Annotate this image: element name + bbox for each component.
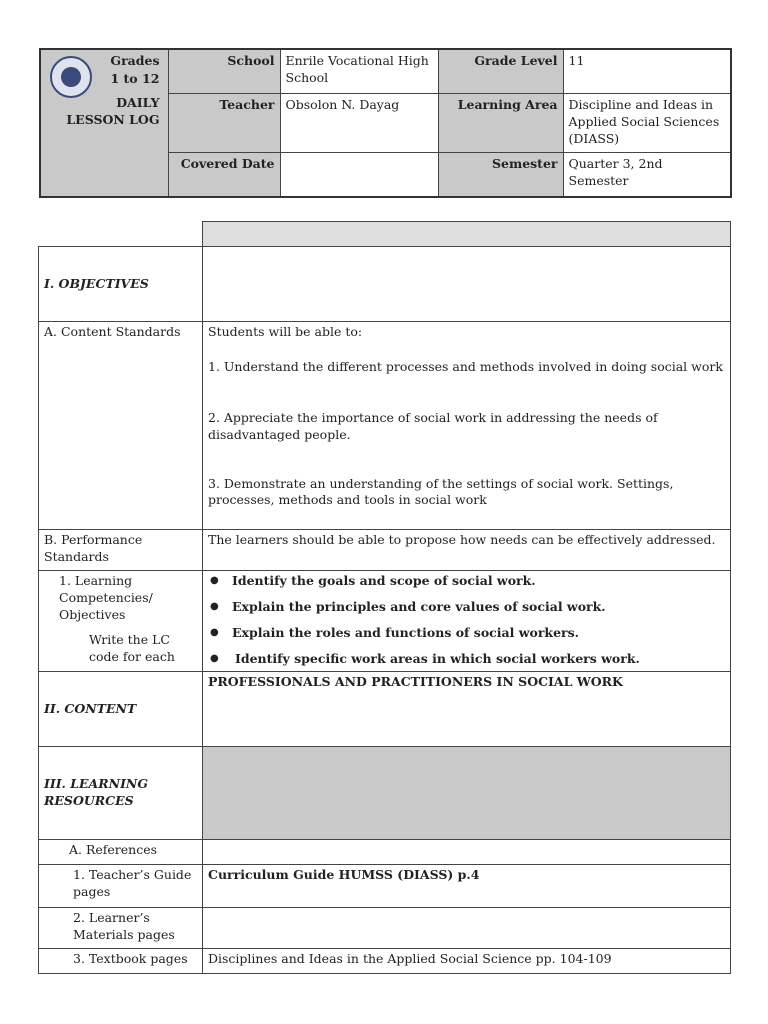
resources-shaded [203, 747, 731, 840]
textbook-value: Disciplines and Ideas in the Applied Social Science pp. 104-109 [203, 949, 731, 974]
teacher-value: Obsolon N. Dayag [280, 94, 438, 153]
performance-standards-label: B. Performance Standards [39, 530, 203, 571]
covered-date-value [280, 153, 438, 198]
deped-logo-cell [40, 49, 168, 197]
content-item-3: 3. Demonstrate an understanding of the settings of social work. Settings, processes, methods and tools in social work [208, 475, 674, 508]
grades-label: Grades 1 to 12 [110, 53, 160, 86]
content-item-2: 2. Appreciate the importance of social work in addressing the needs of disadvantaged people. [208, 409, 658, 442]
semester-label: Semester [438, 153, 563, 198]
content-standards-value [203, 322, 731, 530]
competencies-label: 1. Learning Competencies/ Objectives [59, 573, 153, 622]
grade-level-label: Grade Level [438, 49, 563, 94]
content-standards-label: A. Content Standards [39, 322, 203, 530]
learners-materials-label: 2. Learner’s Materials pages [39, 908, 203, 949]
competency-item-1: ● Identify the goals and scope of social work. [232, 573, 725, 590]
content-title: II. CONTENT [39, 672, 203, 747]
teacher-label: Teacher [168, 94, 280, 153]
competency-item-2: ● Explain the principles and core values of social work. [232, 599, 725, 616]
competencies-note: Write the LC code for each [89, 631, 175, 664]
resources-title: III. LEARNING RESOURCES [39, 747, 203, 840]
blank-corner [39, 222, 203, 247]
document-title: DAILY LESSON LOG [66, 95, 160, 127]
column-header-blank [203, 222, 731, 247]
competencies-list-cell [203, 571, 731, 672]
objectives-blank [203, 247, 731, 322]
content-intro: Students will be able to: [208, 324, 363, 339]
competency-item-4: ● Identify specific work areas in which social workers work. [232, 651, 725, 668]
objectives-title: I. OBJECTIVES [39, 247, 203, 322]
competencies-label-cell [39, 571, 203, 672]
learning-area-label: Learning Area [438, 94, 563, 153]
references-label: A. References [39, 840, 203, 865]
content-item-1: 1. Understand the different processes and methods involved in doing social work [208, 358, 723, 374]
learning-area-value: Discipline and Ideas in Applied Social Sciences (DIASS) [563, 94, 731, 153]
references-value [203, 840, 731, 865]
teachers-guide-value: Curriculum Guide HUMSS (DIASS) p.4 [203, 865, 731, 908]
semester-value: Quarter 3, 2nd Semester [563, 153, 731, 198]
learners-materials-value [203, 908, 731, 949]
covered-date-label: Covered Date [168, 153, 280, 198]
grade-level-value: 11 [563, 49, 731, 94]
performance-standards-value: The learners should be able to propose how needs can be effectively addressed. [203, 530, 731, 571]
lesson-table [38, 221, 731, 974]
deped-seal-icon [50, 56, 92, 98]
competency-item-3: ● Explain the roles and functions of social workers. [232, 625, 725, 642]
header-table [39, 48, 732, 198]
competencies-list [208, 573, 725, 668]
school-label: School [168, 49, 280, 94]
content-value: PROFESSIONALS AND PRACTITIONERS IN SOCIAL WORK [203, 672, 731, 747]
teachers-guide-label: 1. Teacher’s Guide pages [39, 865, 203, 908]
school-value: Enrile Vocational High School [280, 49, 438, 94]
textbook-label: 3. Textbook pages [39, 949, 203, 974]
